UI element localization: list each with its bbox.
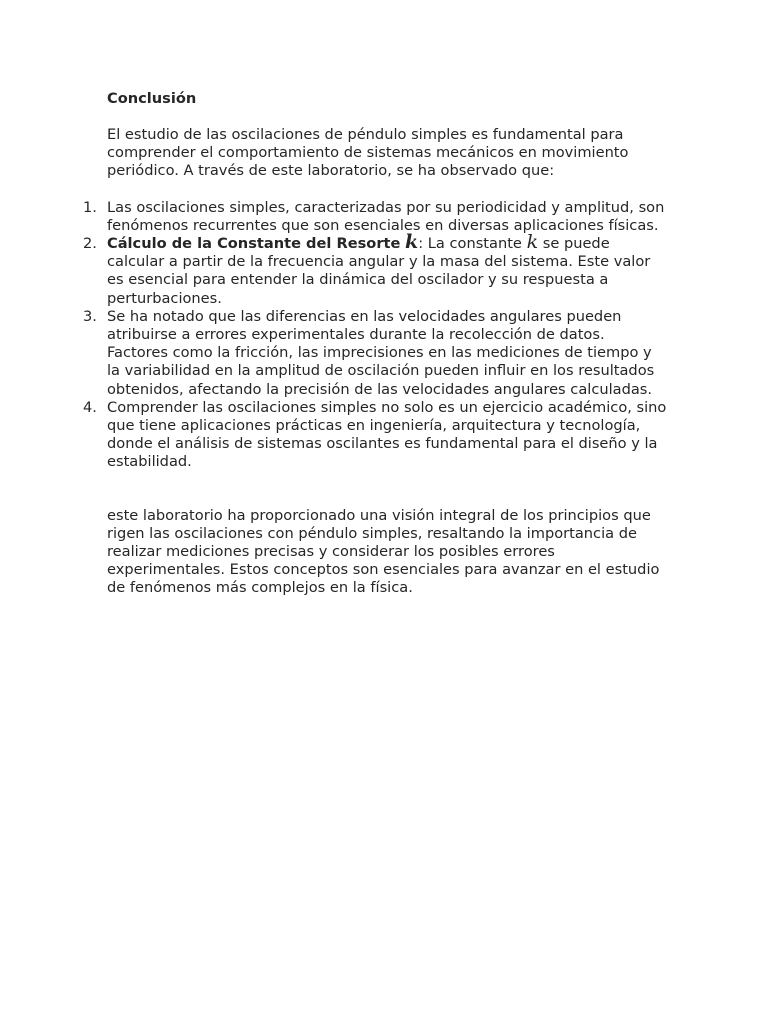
list-number: 4.	[83, 398, 97, 416]
list-item	[83, 398, 667, 472]
document-page	[83, 90, 667, 598]
findings-list	[83, 198, 667, 472]
list-item-text-before-symbol: : La constante	[418, 235, 522, 253]
closing-paragraph: este laboratorio ha proporcionado una visión integral de los principios que rigen las oscilaciones con péndulo simples, resaltando la importancia de realizar mediciones precisas y considerar los posibles errores experimentales. Estos conceptos son esenciales para avanzar en el estudio de fenómenos más complejos en la física.	[107, 506, 660, 597]
list-item	[83, 198, 667, 235]
intro-paragraph: El estudio de las oscilaciones de péndulo simples es fundamental para comprender el comportamiento de sistemas mecánicos en movimiento periódico. A través de este laboratorio, se ha observado que:	[107, 126, 629, 180]
conclusion-heading: Conclusión	[107, 90, 197, 107]
list-number: 2.	[83, 235, 97, 253]
bold-k-symbol: k	[405, 231, 419, 254]
list-item-text-after-symbol: se puede calcular a partir de la frecuencia angular y la masa del sistema. Este valor es esencial para entender la dinámica del oscilador y su respuesta a perturbaciones.	[107, 235, 651, 307]
list-item	[83, 231, 667, 308]
list-item-bold-label: Cálculo de la Constante del Resorte	[107, 235, 401, 253]
list-number: 3.	[83, 307, 97, 325]
list-item	[83, 307, 667, 399]
list-number: 1.	[83, 198, 97, 216]
list-item-text: Comprender las oscilaciones simples no solo es un ejercicio académico, sino que tiene aplicaciones prácticas en ingeniería, arquitectura y tecnología, donde el análisis de sistemas oscilantes es fundamental para el diseño y la estabilidad.	[107, 398, 667, 471]
list-item-text: Las oscilaciones simples, caracterizadas por su periodicidad y amplitud, son fenómenos recurrentes que son esenciales en diversas aplicaciones físicas.	[107, 198, 665, 234]
k-symbol: k	[526, 231, 539, 254]
list-item-text: Se ha notado que las diferencias en las velocidades angulares pueden atribuirse a errores experimentales durante la recolección de datos. Factores como la fricción, las imprecisiones en las mediciones de tiempo y la variabilidad en la amplitud de oscilación pueden influir en los resultados obtenidos, afectando la precisión de las velocidades angulares calculadas.	[107, 307, 655, 398]
